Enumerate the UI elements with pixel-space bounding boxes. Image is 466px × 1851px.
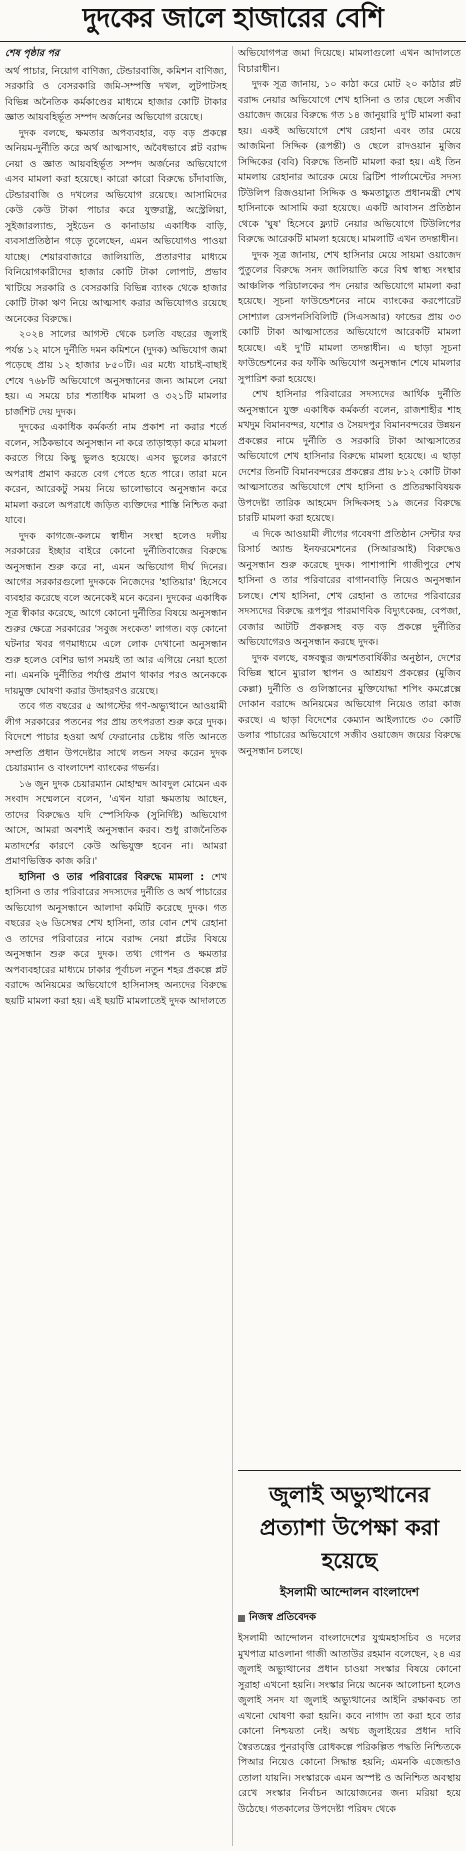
paragraph: অভিযোগপত্র জমা দিয়েছে। মামলাগুলো এখন আদালতে বিচারাধীন। <box>238 48 461 75</box>
paragraph: ২০২৪ সালের আগস্ট থেকে চলতি বছরের জুলাই পর্যন্ত ১২ মাসে দুর্নীতি দমন কমিশনে (দুদক) অভিযোগ জমা পড়েছে প্রায় ১২ হাজার ৮৫০টি। এর মধ্যে যাচাই-বাছাই শেষে ৭৬৮টি অভিযোগে অনুসন্ধানের জন্য আমলে নেয়া হয়। এ সময়ে চার শতাধিক মামলা ও ৩২১টি মামলার চার্জশিট দেয় দুদক। <box>5 329 227 418</box>
headline: দুদকের জালে হাজারের বেশি <box>0 0 466 42</box>
byline-text: নিজস্ব প্রতিবেদক <box>249 1612 317 1623</box>
paragraph: শেখ হাসিনার পরিবারের সদস্যদের আর্থিক দুর্নীতি অনুসন্ধানে যুক্ত একাধিক কর্মকর্তা বলেন, রাজশাহীর শাহ মখদুম বিমানবন্দর, যশোর ও সৈয়দপুর বিমানবন্দরের উন্নয়ন প্রকল্পের নামে দুর্নীতি ও সরকারি টাকা আত্মসাতের অভিযোগে শেখ হাসিনার বিরুদ্ধে মামলা হয়েছে। এ ছাড়া দেশের তিনটি বিমানবন্দরের প্রকল্পের প্রায় ৮১২ কোটি টাকা আত্মসাতের অভিযোগে শেখ হাসিনা ও প্রতিরক্ষাবিষয়ক উপদেষ্টা তারিক আহমেদ সিদ্দিকসহ ১৯ জনের বিরুদ্ধে চারটি মামলা করা হয়েছে। <box>238 389 461 524</box>
subhead-paragraph <box>5 870 227 1010</box>
column-divider <box>232 46 233 1846</box>
sidebar-subhead: ইসলামী আন্দোলন বাংলাদেশ <box>279 1585 420 1599</box>
paragraph: এ দিকে আওয়ামী লীগের গবেষণা প্রতিষ্ঠান সেন্টার ফর রিসার্চ অ্যান্ড ইনফরমেশনের (সিআরআই) বিরুদ্ধেও অনুসন্ধান শুরু করেছে দুদক। পাশাপাশি গাজীপুরে শেখ হাসিনা ও তার পরিবারের বাগানবাড়ি নিয়েও অনুসন্ধান চলছে। শেখ হাসিনা, শেখ রেহানা ও তাদের পরিবারের সদস্যদের বিরুদ্ধে রূপপুর পারমাণবিক বিদ্যুৎকেন্দ্র, বেপজা, বেজার আটটি প্রকল্পসহ বড় বড় প্রকল্পে দুর্নীতির অভিযোগেরও অনুসন্ধান করছে দুদক। <box>238 528 461 648</box>
paragraph: দুদক বলছে, বঙ্গবন্ধুর জন্মশতবার্ষিকীর অনুষ্ঠান, দেশের বিভিন্ন স্থানে ম্যুরাল স্থাপন ও আশ্রয়ণ প্রকল্পের (মুজিব কেল্লা) দুর্নীতি ও গুলিস্তানের মুক্তিযোদ্ধা শপিং কমপ্লেক্সে দোকান বরাদ্দে অনিয়মের অভিযোগ নিয়েও তারা কাজ করছে। এ ছাড়া বিদেশের কেম্যান আইল্যান্ডে ৩০ কোটি ডলার পাচারের অভিযোগে সজীব ওয়াজেদ জয়ের বিরুদ্ধে অনুসন্ধান চলছে। <box>238 652 461 757</box>
subhead-text: শেখ হাসিনা ও তার পরিবারের সদস্যদের দুর্নীতি ও অর্থ পাচারের অভিযোগ অনুসন্ধানে আলাদা কমিটি করেছে দুদক। গত বছরের ২৬ ডিসেম্বর শেখ হাসিনা, তার বোন শেখ রেহানা ও তাদের পরিবারের নামে বরাদ্দ নেয়া প্লটের বিষয়ে অনুসন্ধান শুরু করে দুদক। তথ্য গোপন ও ক্ষমতার অপব্যবহারের মাধ্যমে ঢাকার পূর্বাচল নতুন শহর প্রকল্পে প্লট বরাদ্দে অনিয়মের অভিযোগে হাসিনাসহ অন্যদের বিরুদ্ধে ছয়টি মামলা করা হয়। এই ছয়টি মামলাতেই দুদক আদালতে <box>5 871 227 1007</box>
byline <box>238 1610 461 1627</box>
paragraph: দুদক সূত্র জানায়, ১০ কাঠা করে মোট ২০ কাঠার প্লট বরাদ্দ নেয়ার অভিযোগে শেখ হাসিনা ও তার ছেলে সজীব ওয়াজেদ জয়ের বিরুদ্ধে গত ১৪ জানুয়ারি দু'টি মামলা করা হয়। একই অভিযোগে শেখ রেহানা এবং তার মেয়ে আজমিনা সিদ্দিক (রূপন্তী) ও ছেলে রাদওয়ান মুজিব সিদ্দিকের (ববি) বিরুদ্ধে তিনটি মামলা করা হয়। এই তিন মামলায় রেহানার আরেক মেয়ে ব্রিটিশ পার্লামেন্টের সদস্য টিউলিপ রিজওয়ানা সিদ্দিক ও ক্ষমতাচ্যুত প্রধানমন্ত্রী শেখ হাসিনাকে আসামি করা হয়েছে। একটি আবাসন প্রতিষ্ঠান থেকে 'ঘুষ' হিসেবে ফ্ল্যাট নেয়ার অভিযোগে টিউলিপের বিরুদ্ধে আরেকটি মামলা হয়েছে। মামলাটি এখন তদন্তাধীন। <box>238 79 461 245</box>
sidebar-story <box>238 1470 461 1817</box>
left-column <box>5 46 227 1009</box>
paragraph: তবে গত বছরের ৫ আগস্টের গণ-অভ্যুত্থানে আওয়ামী লীগ সরকারের পতনের পর প্রায় তৎপরতা শুরু করে দুদক। বিদেশে পাচার হওয়া অর্থ ফেরানোর চেষ্টায় গতি আনতে সম্প্রতি প্রধান উপদেষ্টার সাথে লন্ডন সফর করেন দুদক চেয়ারম্যান ও বাংলাদেশ ব্যাংকের গভর্নর। <box>5 701 227 774</box>
paragraph: অর্থ পাচার, নিয়োগ বাণিজ্য, টেন্ডারবাজি, কমিশন বাণিজ্য, সরকারি ও বেসরকারি জমি-সম্পত্তি দখল, লুটপাটসহ বিভিন্ন অনৈতিক কর্মকাণ্ডের মাধ্যমে হাজার কোটি টাকার জ্ঞাত আয়বহির্ভূত সম্পদ অর্জনের অভিযোগ রয়েছে। <box>5 65 227 123</box>
paragraph: দুদক বলছে, ক্ষমতার অপব্যবহার, বড় বড় প্রকল্পে অনিয়ম-দুর্নীতি করে অর্থ আত্মসাৎ, অবৈধভাবে প্লট বরাদ্দ নেয়া ও জ্ঞাত আয়বহির্ভূত সম্পদ অর্জনের অভিযোগে এসব মামলা করা হয়েছে। কারো কারো বিরুদ্ধে চাঁদাবাজি, টেন্ডারবাজি ও দখলের অভিযোগ রয়েছে। আসামিদের কেউ কেউ টাকা পাচার করে যুক্তরাষ্ট্র, অস্ট্রেলিয়া, সুইজারল্যান্ড, সুইডেন ও কানাডায় একাধিক বাড়ি, ব্যবসাপ্রতিষ্ঠান গড়ে তুলেছেন, এমন অভিযোগও পাওয়া যাচ্ছে। শেয়ারবাজারে জালিয়াতি, প্রতারণার মাধ্যমে বিনিয়োগকারীদের হাজার কোটি টাকা লোপাট, প্রভাব খাটিয়ে সরকারি ও বেসরকারি বিভিন্ন ব্যাংক থেকে হাজার কোটি টাকা ঋণ নিয়ে আত্মসাৎ করার অভিযোগও রয়েছে অনেকের বিরুদ্ধে। <box>5 127 227 325</box>
sidebar-headline: জুলাই অভ্যুত্থানের প্রত্যাশা উপেক্ষা করা হয়েছে <box>259 1483 440 1574</box>
right-column <box>238 46 461 759</box>
paragraph: দুদক কাগজে-কলমে স্বাধীন সংস্থা হলেও দলীয় সরকারের ইচ্ছার বাইরে কোনো দুর্নীতিবাজের বিরুদ্ধে অনুসন্ধান শুরু করে না, এমন অভিযোগ দীর্ঘ দিনের। আগের সরকারগুলো দুদককে নিজেদের 'হাতিয়ার' হিসেবে ব্যবহার করেছে বলে অনেকেই মনে করেন। দুদকের একাধিক সূত্র স্বীকার করেছে, আগে কোনো দুর্নীতির বিষয়ে অনুসন্ধান শুরুর ক্ষেত্রে সরকারের 'সবুজ সংকেত' লাগত। বড় কোনো ঘটনার খবর গণমাধ্যমে এলে লোক দেখানো অনুসন্ধান শুরু হলেও বেশির ভাগ সময়ই তা আর এগিয়ে নেয়া হতো না। এমনকি দুর্নীতির পর্যাপ্ত প্রমাণ থাকার পরও অনেককে দায়মুক্ত ঘোষণা করার উদাহরণও রয়েছে। <box>5 530 227 697</box>
continued-from-label: শেষ পৃষ্ঠার পর <box>5 48 60 59</box>
sidebar-body: ইসলামী আন্দোলন বাংলাদেশের যুগ্মমহাসচিব ও দলের মুখপাত্র মাওলানা গাজী আতাউর রহমান বলেছেন, ২৪ এর জুলাই অভ্যুত্থানের প্রধান চাওয়া সংস্কার বিষয়ে কোনো সুরাহা এখনো হয়নি। সংস্কার নিয়ে অনেক আলোচনা হলেও জুলাই সনদ যা জুলাই অভ্যুত্থানের আইনি রক্ষাকবচ তা এখনো ঘোষণা করা হয়নি। কবে নাগাদ তা করা হবে তার কোনো নিশ্চয়তা নেই। অথচ জুলাইয়ের প্রধান দাবি স্বৈরতন্ত্রের পুনরাবৃত্তি রোধকল্পে পরিকল্পিত পদ্ধতি নিশ্চিতকে পিআর নিয়েও কোনো সিদ্ধান্ত হয়নি; এমনকি এজেন্ডাও তোলা যায়নি। সংস্কারকে এমন অস্পষ্ট ও অনিশ্চিত অবস্থায় রেখে সংস্কার নির্বাচন আয়োজনের জন্য মরিয়া হয়ে উঠেছে। গতকালের উপদেষ্টা পরিষদ থেকে <box>238 1633 461 1815</box>
paragraph: দুদক সূত্র জানায়, শেখ হাসিনার মেয়ে সায়মা ওয়াজেদ পুতুলের বিরুদ্ধে সনদ জালিয়াতি করে বিশ্ব স্বাস্থ্য সংস্থার আঞ্চলিক পরিচালকের পদ নেয়ার অভিযোগে মামলা করা হয়েছে। সূচনা ফাউন্ডেশনের নামে ব্যাংকের করপোরেট সোশ্যাল রেসপনসিবিলিটি (সিএসআর) ফান্ডের প্রায় ৩৩ কোটি টাকা আত্মসাতের অভিযোগে আরেকটি মামলা হয়েছে। এই দু'টি মামলা তদন্তাধীন। এ ছাড়া সূচনা ফাউন্ডেশনের কর ফাঁকি অভিযোগ অনুসন্ধান শেষে মামলার সুপারিশ করা হয়েছে। <box>238 249 461 385</box>
section-subhead: হাসিনা ও তার পরিবারের বিরুদ্ধে মামলা : <box>19 871 205 883</box>
paragraph: দুদকের একাধিক কর্মকর্তা নাম প্রকাশ না করার শর্তে বলেন, সঠিকভাবে অনুসন্ধান না করে তাড়াহুড়া করে মামলা করতে গিয়ে কিছু ভুলও হয়েছে। এসব ভুলের কারণে অপরাধ প্রমাণ করতে বেগ পেতে হতে পারে। তারা মনে করেন, আরেকটু সময় নিয়ে ভালোভাবে অনুসন্ধান করে মামলা করলে অপরাধে জড়িত ব্যক্তিদের শাস্তি নিশ্চিত করা যাবে। <box>5 422 227 526</box>
bullet-square-icon <box>238 1615 245 1622</box>
paragraph: ১৬ জুন দুদক চেয়ারম্যান মোহাম্মদ আবদুল মোমেন এক সংবাদ সম্মেলনে বলেন, 'এখন যারা ক্ষমতায় আছেন, তাদের বিরুদ্ধেও যদি স্পেসিফিক (সুনির্দিষ্ট) অভিযোগ আসে, আমরা অবশ্যই অনুসন্ধান করব। শুধু রাজনৈতিক মতাদর্শের কারণে কেউ অভিযুক্ত হবেন না। আমরা প্রমাণভিত্তিক কাজ করি।' <box>5 778 227 867</box>
